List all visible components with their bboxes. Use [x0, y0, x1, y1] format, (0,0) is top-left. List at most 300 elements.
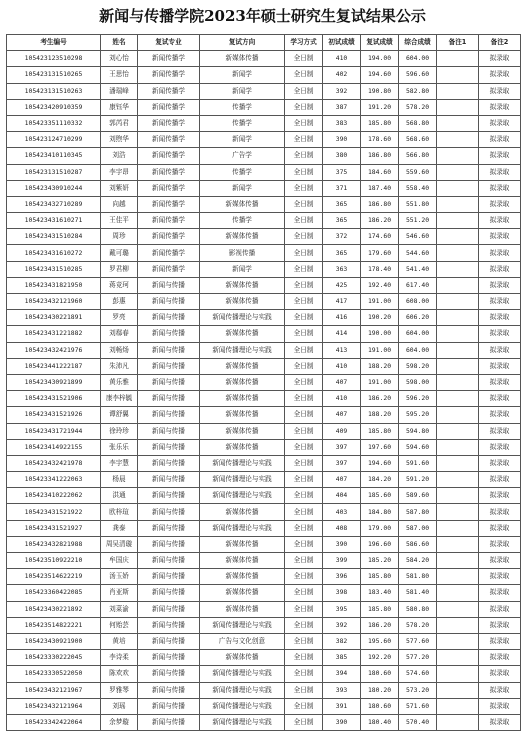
- cell-direction: 新闻传播理论与实践: [200, 342, 285, 358]
- cell-direction: 新媒体传播: [200, 229, 285, 245]
- cell-total-score: 559.60: [399, 164, 437, 180]
- cell-note1: [437, 617, 479, 633]
- cell-name: 蒋竞珂: [101, 277, 138, 293]
- table-row: [7, 294, 521, 310]
- table-row: [7, 698, 521, 714]
- cell-note1: [437, 569, 479, 585]
- header-candidate-id: 考生编号: [7, 35, 101, 51]
- cell-initial-score: 394: [323, 666, 361, 682]
- cell-study-mode: 全日制: [285, 698, 323, 714]
- cell-retest-score: 184.20: [361, 472, 399, 488]
- cell-candidate-id: 105423431610271: [7, 213, 101, 229]
- cell-name: 王思怡: [101, 67, 138, 83]
- cell-study-mode: 全日制: [285, 164, 323, 180]
- cell-retest-score: 185.20: [361, 553, 399, 569]
- cell-candidate-id: 105423430910244: [7, 180, 101, 196]
- table-row: [7, 67, 521, 83]
- results-table: [6, 34, 521, 731]
- cell-total-score: 594.80: [399, 423, 437, 439]
- cell-total-score: 604.00: [399, 51, 437, 67]
- cell-study-mode: 全日制: [285, 423, 323, 439]
- cell-major: 新闻传播学: [138, 67, 200, 83]
- table-header-row: [7, 35, 521, 51]
- cell-direction: 传播学: [200, 164, 285, 180]
- header-name: 姓名: [101, 35, 138, 51]
- table-row: [7, 245, 521, 261]
- cell-note2: 拟录取: [479, 714, 521, 730]
- table-row: [7, 358, 521, 374]
- cell-note1: [437, 83, 479, 99]
- cell-study-mode: 全日制: [285, 277, 323, 293]
- cell-note2: 拟录取: [479, 310, 521, 326]
- header-major: 复试专业: [138, 35, 200, 51]
- cell-total-score: 571.60: [399, 698, 437, 714]
- cell-retest-score: 187.40: [361, 180, 399, 196]
- cell-note1: [437, 294, 479, 310]
- table-row: [7, 374, 521, 390]
- cell-note1: [437, 196, 479, 212]
- cell-major: 新闻与传播: [138, 633, 200, 649]
- cell-note1: [437, 213, 479, 229]
- cell-name: 周吴清璇: [101, 536, 138, 552]
- cell-major: 新闻与传播: [138, 650, 200, 666]
- cell-study-mode: 全日制: [285, 115, 323, 131]
- cell-candidate-id: 105423432121967: [7, 682, 101, 698]
- cell-note1: [437, 714, 479, 730]
- cell-direction: 新媒体传播: [200, 569, 285, 585]
- cell-retest-score: 179.60: [361, 245, 399, 261]
- cell-major: 新闻与传播: [138, 553, 200, 569]
- cell-candidate-id: 105423432121960: [7, 294, 101, 310]
- cell-study-mode: 全日制: [285, 569, 323, 585]
- cell-candidate-id: 105423410222062: [7, 488, 101, 504]
- cell-retest-score: 178.40: [361, 261, 399, 277]
- table-row: [7, 569, 521, 585]
- cell-major: 新闻与传播: [138, 488, 200, 504]
- cell-study-mode: 全日制: [285, 342, 323, 358]
- cell-note2: 拟录取: [479, 164, 521, 180]
- cell-direction: 新媒体传播: [200, 391, 285, 407]
- cell-direction: 新媒体传播: [200, 585, 285, 601]
- cell-note1: [437, 148, 479, 164]
- cell-name: 黄培: [101, 633, 138, 649]
- cell-total-score: 608.00: [399, 294, 437, 310]
- cell-major: 新闻与传播: [138, 666, 200, 682]
- cell-total-score: 581.40: [399, 585, 437, 601]
- cell-retest-score: 178.60: [361, 132, 399, 148]
- cell-initial-score: 385: [323, 650, 361, 666]
- cell-total-score: 541.40: [399, 261, 437, 277]
- cell-study-mode: 全日制: [285, 261, 323, 277]
- cell-major: 新闻与传播: [138, 455, 200, 471]
- table-row: [7, 83, 521, 99]
- cell-note2: 拟录取: [479, 51, 521, 67]
- cell-initial-score: 407: [323, 472, 361, 488]
- cell-study-mode: 全日制: [285, 504, 323, 520]
- cell-note1: [437, 229, 479, 245]
- cell-study-mode: 全日制: [285, 682, 323, 698]
- cell-total-score: 546.60: [399, 229, 437, 245]
- cell-note2: 拟录取: [479, 698, 521, 714]
- cell-candidate-id: 105423342422064: [7, 714, 101, 730]
- cell-note1: [437, 132, 479, 148]
- cell-study-mode: 全日制: [285, 601, 323, 617]
- table-row: [7, 229, 521, 245]
- cell-candidate-id: 105423131510265: [7, 67, 101, 83]
- cell-initial-score: 407: [323, 407, 361, 423]
- table-row: [7, 488, 521, 504]
- cell-initial-score: 375: [323, 164, 361, 180]
- cell-name: 戴可璐: [101, 245, 138, 261]
- cell-note1: [437, 585, 479, 601]
- cell-study-mode: 全日制: [285, 358, 323, 374]
- cell-note2: 拟录取: [479, 115, 521, 131]
- cell-note2: 拟录取: [479, 67, 521, 83]
- cell-study-mode: 全日制: [285, 310, 323, 326]
- cell-note2: 拟录取: [479, 261, 521, 277]
- cell-total-score: 604.00: [399, 342, 437, 358]
- cell-initial-score: 407: [323, 374, 361, 390]
- cell-note1: [437, 455, 479, 471]
- cell-initial-score: 392: [323, 617, 361, 633]
- cell-note1: [437, 472, 479, 488]
- cell-note2: 拟录取: [479, 180, 521, 196]
- cell-study-mode: 全日制: [285, 180, 323, 196]
- table-row: [7, 601, 521, 617]
- cell-note1: [437, 261, 479, 277]
- cell-note2: 拟录取: [479, 601, 521, 617]
- cell-name: 牟国庆: [101, 553, 138, 569]
- cell-total-score: 578.20: [399, 617, 437, 633]
- header-initial-score: 初试成绩: [323, 35, 361, 51]
- cell-major: 新闻与传播: [138, 342, 200, 358]
- cell-note1: [437, 391, 479, 407]
- cell-name: 黄乐雅: [101, 374, 138, 390]
- cell-candidate-id: 105423420910359: [7, 99, 101, 115]
- cell-major: 新闻传播学: [138, 196, 200, 212]
- cell-note2: 拟录取: [479, 439, 521, 455]
- cell-total-score: 570.40: [399, 714, 437, 730]
- cell-name: 刘心怡: [101, 51, 138, 67]
- cell-note2: 拟录取: [479, 536, 521, 552]
- cell-note2: 拟录取: [479, 148, 521, 164]
- cell-initial-score: 399: [323, 553, 361, 569]
- cell-initial-score: 403: [323, 504, 361, 520]
- cell-note1: [437, 423, 479, 439]
- header-note2: 备注2: [479, 35, 521, 51]
- cell-major: 新闻传播学: [138, 148, 200, 164]
- cell-major: 新闻传播学: [138, 115, 200, 131]
- cell-direction: 新闻传播理论与实践: [200, 472, 285, 488]
- cell-note2: 拟录取: [479, 504, 521, 520]
- table-row: [7, 617, 521, 633]
- cell-candidate-id: 105423431610272: [7, 245, 101, 261]
- cell-note1: [437, 698, 479, 714]
- cell-name: 刘紫妍: [101, 180, 138, 196]
- table-row: [7, 180, 521, 196]
- cell-study-mode: 全日制: [285, 488, 323, 504]
- cell-study-mode: 全日制: [285, 229, 323, 245]
- cell-name: 龚泰: [101, 520, 138, 536]
- cell-direction: 广告与文化创意: [200, 633, 285, 649]
- cell-note2: 拟录取: [479, 213, 521, 229]
- header-direction: 复试方向: [200, 35, 285, 51]
- cell-direction: 传播学: [200, 115, 285, 131]
- cell-note1: [437, 650, 479, 666]
- cell-note2: 拟录取: [479, 374, 521, 390]
- cell-major: 新闻传播学: [138, 164, 200, 180]
- cell-direction: 新媒体传播: [200, 277, 285, 293]
- cell-major: 新闻与传播: [138, 294, 200, 310]
- cell-name: 向越: [101, 196, 138, 212]
- table-row: [7, 326, 521, 342]
- cell-major: 新闻与传播: [138, 423, 200, 439]
- cell-note1: [437, 682, 479, 698]
- cell-total-score: 558.40: [399, 180, 437, 196]
- cell-study-mode: 全日制: [285, 472, 323, 488]
- cell-major: 新闻与传播: [138, 374, 200, 390]
- cell-initial-score: 414: [323, 326, 361, 342]
- cell-name: 王佳平: [101, 213, 138, 229]
- cell-direction: 新媒体传播: [200, 601, 285, 617]
- cell-candidate-id: 105423432710289: [7, 196, 101, 212]
- cell-study-mode: 全日制: [285, 294, 323, 310]
- table-row: [7, 585, 521, 601]
- cell-major: 新闻与传播: [138, 504, 200, 520]
- cell-initial-score: 398: [323, 585, 361, 601]
- table-row: [7, 504, 521, 520]
- cell-total-score: 577.60: [399, 633, 437, 649]
- cell-candidate-id: 105423431521927: [7, 520, 101, 536]
- cell-direction: 新媒体传播: [200, 439, 285, 455]
- cell-initial-score: 397: [323, 455, 361, 471]
- cell-name: 刘畅炀: [101, 342, 138, 358]
- cell-name: 刘菜渝: [101, 601, 138, 617]
- cell-note1: [437, 180, 479, 196]
- cell-retest-score: 188.20: [361, 358, 399, 374]
- cell-candidate-id: 105423123510298: [7, 51, 101, 67]
- cell-total-score: 584.20: [399, 553, 437, 569]
- cell-name: 肖亚斯: [101, 585, 138, 601]
- cell-direction: 新闻传播理论与实践: [200, 698, 285, 714]
- cell-candidate-id: 105423351110332: [7, 115, 101, 131]
- cell-study-mode: 全日制: [285, 148, 323, 164]
- cell-name: 刘煦华: [101, 132, 138, 148]
- table-row: [7, 148, 521, 164]
- cell-direction: 新闻传播理论与实践: [200, 666, 285, 682]
- cell-retest-score: 190.20: [361, 310, 399, 326]
- cell-name: 康钰华: [101, 99, 138, 115]
- cell-initial-score: 383: [323, 115, 361, 131]
- cell-major: 新闻传播学: [138, 180, 200, 196]
- cell-initial-score: 390: [323, 714, 361, 730]
- cell-note2: 拟录取: [479, 196, 521, 212]
- cell-retest-score: 185.80: [361, 115, 399, 131]
- table-row: [7, 277, 521, 293]
- cell-retest-score: 192.20: [361, 650, 399, 666]
- cell-retest-score: 191.00: [361, 342, 399, 358]
- cell-total-score: 606.20: [399, 310, 437, 326]
- table-row: [7, 682, 521, 698]
- cell-retest-score: 191.20: [361, 99, 399, 115]
- cell-retest-score: 190.00: [361, 326, 399, 342]
- cell-major: 新闻传播学: [138, 213, 200, 229]
- cell-total-score: 566.80: [399, 148, 437, 164]
- cell-retest-score: 180.40: [361, 714, 399, 730]
- cell-initial-score: 390: [323, 132, 361, 148]
- cell-name: 洪通: [101, 488, 138, 504]
- cell-total-score: 589.60: [399, 488, 437, 504]
- cell-candidate-id: 105423430221891: [7, 310, 101, 326]
- cell-retest-score: 194.60: [361, 67, 399, 83]
- table-row: [7, 423, 521, 439]
- cell-direction: 新媒体传播: [200, 553, 285, 569]
- cell-retest-score: 191.00: [361, 294, 399, 310]
- cell-candidate-id: 105423431521922: [7, 504, 101, 520]
- cell-name: 欧梓瑄: [101, 504, 138, 520]
- table-row: [7, 472, 521, 488]
- cell-retest-score: 184.60: [361, 164, 399, 180]
- cell-note1: [437, 310, 479, 326]
- cell-direction: 新闻学: [200, 180, 285, 196]
- cell-initial-score: 380: [323, 148, 361, 164]
- cell-retest-score: 186.20: [361, 617, 399, 633]
- cell-name: 李诗柔: [101, 650, 138, 666]
- cell-retest-score: 196.60: [361, 536, 399, 552]
- cell-major: 新闻与传播: [138, 520, 200, 536]
- cell-name: 李宇慧: [101, 455, 138, 471]
- table-row: [7, 115, 521, 131]
- cell-major: 新闻与传播: [138, 601, 200, 617]
- cell-name: 谭舒翼: [101, 407, 138, 423]
- cell-direction: 新闻传播理论与实践: [200, 714, 285, 730]
- cell-major: 新闻传播学: [138, 261, 200, 277]
- cell-direction: 新闻传播理论与实践: [200, 682, 285, 698]
- cell-study-mode: 全日制: [285, 439, 323, 455]
- cell-candidate-id: 105423330222045: [7, 650, 101, 666]
- cell-initial-score: 395: [323, 601, 361, 617]
- cell-note1: [437, 67, 479, 83]
- cell-retest-score: 185.80: [361, 569, 399, 585]
- cell-candidate-id: 105423510922210: [7, 553, 101, 569]
- cell-note1: [437, 520, 479, 536]
- cell-total-score: 604.00: [399, 326, 437, 342]
- cell-note1: [437, 51, 479, 67]
- cell-candidate-id: 105423431510285: [7, 261, 101, 277]
- cell-direction: 影视传播: [200, 245, 285, 261]
- cell-total-score: 598.00: [399, 374, 437, 390]
- cell-retest-score: 180.20: [361, 682, 399, 698]
- cell-study-mode: 全日制: [285, 714, 323, 730]
- cell-candidate-id: 105423430921900: [7, 633, 101, 649]
- cell-study-mode: 全日制: [285, 407, 323, 423]
- table-row: [7, 407, 521, 423]
- cell-note1: [437, 277, 479, 293]
- cell-name: 朱沛凡: [101, 358, 138, 374]
- cell-name: 潘瑞峰: [101, 83, 138, 99]
- cell-candidate-id: 105423441222187: [7, 358, 101, 374]
- cell-total-score: 574.60: [399, 666, 437, 682]
- cell-direction: 新闻传播理论与实践: [200, 310, 285, 326]
- page-title: 新闻与传播学院2023年硕士研究生复试结果公示: [99, 7, 426, 25]
- cell-retest-score: 183.40: [361, 585, 399, 601]
- cell-note1: [437, 115, 479, 131]
- cell-note2: 拟录取: [479, 472, 521, 488]
- cell-direction: 新媒体传播: [200, 326, 285, 342]
- table-row: [7, 213, 521, 229]
- cell-candidate-id: 105423431521906: [7, 391, 101, 407]
- cell-name: 汤玉娇: [101, 569, 138, 585]
- cell-note1: [437, 245, 479, 261]
- table-row: [7, 650, 521, 666]
- cell-initial-score: 365: [323, 196, 361, 212]
- cell-major: 新闻与传播: [138, 536, 200, 552]
- cell-major: 新闻与传播: [138, 277, 200, 293]
- cell-note1: [437, 374, 479, 390]
- cell-direction: 新闻传播理论与实践: [200, 520, 285, 536]
- cell-total-score: 551.20: [399, 213, 437, 229]
- header-note1: 备注1: [437, 35, 479, 51]
- cell-retest-score: 186.80: [361, 196, 399, 212]
- cell-name: 彭惠: [101, 294, 138, 310]
- cell-direction: 新闻传播理论与实践: [200, 488, 285, 504]
- cell-note2: 拟录取: [479, 585, 521, 601]
- cell-initial-score: 393: [323, 682, 361, 698]
- cell-major: 新闻传播学: [138, 245, 200, 261]
- cell-total-score: 580.80: [399, 601, 437, 617]
- cell-candidate-id: 105423431510284: [7, 229, 101, 245]
- table-row: [7, 391, 521, 407]
- cell-total-score: 595.20: [399, 407, 437, 423]
- cell-initial-score: 382: [323, 633, 361, 649]
- cell-initial-score: 413: [323, 342, 361, 358]
- cell-candidate-id: 105423341222063: [7, 472, 101, 488]
- cell-initial-score: 417: [323, 294, 361, 310]
- cell-retest-score: 179.00: [361, 520, 399, 536]
- table-row: [7, 196, 521, 212]
- cell-direction: 新闻学: [200, 261, 285, 277]
- cell-study-mode: 全日制: [285, 391, 323, 407]
- cell-total-score: 582.80: [399, 83, 437, 99]
- cell-study-mode: 全日制: [285, 132, 323, 148]
- cell-major: 新闻与传播: [138, 391, 200, 407]
- cell-note1: [437, 326, 479, 342]
- cell-note1: [437, 553, 479, 569]
- cell-candidate-id: 105423410110345: [7, 148, 101, 164]
- cell-retest-score: 186.20: [361, 213, 399, 229]
- cell-retest-score: 184.80: [361, 504, 399, 520]
- cell-initial-score: 408: [323, 520, 361, 536]
- cell-note2: 拟录取: [479, 682, 521, 698]
- cell-note2: 拟录取: [479, 99, 521, 115]
- cell-major: 新闻与传播: [138, 472, 200, 488]
- cell-retest-score: 186.20: [361, 391, 399, 407]
- cell-retest-score: 194.00: [361, 51, 399, 67]
- table-row: [7, 164, 521, 180]
- cell-initial-score: 363: [323, 261, 361, 277]
- table-row: [7, 455, 521, 471]
- table-row: [7, 310, 521, 326]
- cell-note1: [437, 342, 479, 358]
- cell-initial-score: 390: [323, 536, 361, 552]
- cell-note1: [437, 99, 479, 115]
- cell-note1: [437, 536, 479, 552]
- cell-direction: 新闻传播理论与实践: [200, 455, 285, 471]
- cell-note2: 拟录取: [479, 520, 521, 536]
- cell-initial-score: 410: [323, 391, 361, 407]
- cell-candidate-id: 105423431221882: [7, 326, 101, 342]
- cell-total-score: 568.80: [399, 115, 437, 131]
